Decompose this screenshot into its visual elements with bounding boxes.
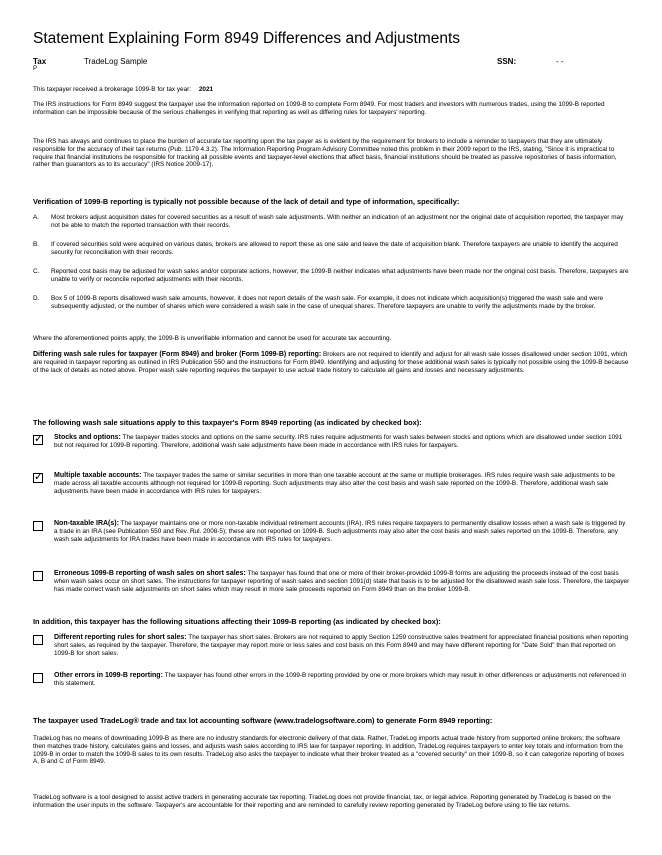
wash-item-stocks-options	[54, 434, 630, 450]
wash-item-text: The taxpayer maintains one or more non-taxable individual retirement accounts (IRA). IRS rules require taxpayers to permanently disallow losses when a wash sale is triggered by a trade in an IRA (see Publication 550 and Rev. Rul. 2008-5); these are not reported on 1099-B. Such adjustments may also alter the cost basis and wash sales reported on the 1099-B. Therefore, any wash sale adjustments for IRA trades have been made in accordance with IRS rules for taxpayers.	[54, 520, 626, 543]
page-title: Statement Explaining Form 8949 Differences and Adjustments	[33, 30, 461, 47]
verification-item-c	[33, 268, 629, 284]
tax-label: Tax	[33, 57, 47, 66]
verification-closing-text: Where the aforementioned points apply, the 1099-B is unverifiable information and cannot be used for accurate tax accounting.	[33, 335, 392, 342]
item-text: Reported cost basis may be adjusted for wash sales and/or corporate actions, however, the 1099-B neither indicates what adjustments have been made nor the original cost basis. Therefore, taxpayers are unable to verify or reconcile reported adjustments with their records.	[51, 268, 629, 283]
differing-rules-lead: Differing wash sale rules for taxpayer (Form 8949) and broker (Form 1099-B) reporting:	[33, 351, 322, 358]
intro-paragraph-2	[33, 138, 629, 169]
verification-heading	[33, 197, 629, 206]
taxpayer-name: TradeLog Sample	[84, 57, 148, 66]
ssn-label: SSN:	[497, 57, 517, 66]
item-letter: B.	[33, 241, 40, 248]
item-text: Most brokers adjust acquisition dates for covered securities as a result of wash sale adjustments. With neither an indication of an adjustment nor the original date of acquisition reported, the taxpayer may not be able to match the reported transaction with their records.	[51, 214, 624, 229]
wash-section-heading-text: The following wash sale situations apply to this taxpayer's Form 8949 reporting (as indicated by checked box):	[33, 418, 422, 427]
wash-item-text: The taxpayer trades stocks and options on the same security. IRS rules require adjustments for wash sales between stocks and options which are disallowed under section 1091 but not required for 1099-B reporting. Therefore, additional wash sale adjustments have been made in accordance with IRS rules for taxpayers.	[54, 434, 623, 449]
wash-item-text: The taxpayer trades the same or similar securities in more than one taxable account at the same or multiple brokerages. IRS rules require wash sale adjustments to be made across all taxable accounts although not required for 1099-B reporting. Such adjustments may also alter the cost basis and wash sale reported on the 1099-B. Therefore, additional wash sale adjustments have been made in accordance with IRS rules for taxpayers.	[54, 472, 615, 495]
tax-year-label: This taxpayer received a brokerage 1099-B for tax year:	[33, 86, 192, 93]
tax-sub-label: P	[33, 66, 38, 72]
tax-year-value: 2021	[198, 86, 214, 93]
verification-item-a	[33, 214, 629, 230]
ssn-value: - -	[556, 57, 564, 66]
checkbox-stocks-options[interactable]	[33, 435, 43, 445]
item-text: If covered securities sold were acquired on various dates, brokers are allowed to report these as one sale and leave the date of acquisition blank. Therefore taxpayers are unable to identify the acquired security for reconciliation with their records.	[51, 241, 618, 256]
intro-text-2: The IRS has always and continues to place the burden of accurate tax reporting upon the tax payer as is evident by the requirement for brokers to include a reminder to taxpayers that they are ultimately responsible for the accuracy of their tax returns (Pub. 1179 4.3.2). The Information Reporting Program Advisory Committee noted this problem in their 2009 report to the IRS, stating, "Since it is impractical to require that financial institutions be responsible for tracking all possible events and taxpayer-level elections that affect basis, financial institutions should be treated as passive repositories of basis information, rather than guarantors as to its accuracy" (IRS Notice 2009-17).	[33, 138, 617, 169]
wash-item-lead: Erroneous 1099-B reporting of wash sales on short sales:	[54, 570, 246, 577]
additional-item-lead: Other errors in 1099-B reporting:	[54, 672, 163, 679]
checkbox-short-sale-rules[interactable]	[33, 635, 43, 645]
item-letter: C.	[33, 268, 40, 275]
additional-item-short-sale-rules	[54, 634, 630, 657]
wash-item-lead: Non-taxable IRA(s):	[54, 520, 119, 527]
additional-item-other-errors	[54, 672, 630, 688]
tradelog-heading-text: The taxpayer used TradeLog® trade and tax lot accounting software (www.tradelogsoftware.com) to generate Form 8949 reporting:	[33, 716, 493, 725]
intro-paragraph-1	[33, 101, 629, 117]
wash-item-text: The taxpayer has found that one or more of their broker-provided 1099-B forms are adjusting the proceeds instead of the cost basis when wash sales occur on short sales. The instructions for taxpayer reporting of wash sales and section 1091(d) state that basis is to be adjusted for the disallowed wash sale loss. Therefore, the taxpayer has made correct wash sale adjustments on short sales which may result in more sale proceeds reported on Form 8949 than on the broker 1099-B.	[54, 570, 630, 593]
tradelog-text-2: TradeLog software is a tool designed to assist active traders in generating accurate tax reporting. TradeLog does not provide financial, tax, or legal advice. Reporting generated by TradeLog is based on the information the user inputs in the software. Taxpayer's are accountable for their reporting and are reminded to carefully review reporting generated by TradeLog before using to file tax returns.	[33, 794, 612, 809]
tradelog-heading	[33, 716, 629, 725]
wash-section-heading	[33, 418, 629, 427]
wash-item-non-taxable-ira	[54, 520, 630, 543]
item-letter: A.	[33, 214, 40, 221]
wash-item-multiple-accounts	[54, 472, 630, 495]
differing-rules-text: Brokers are not required to identify and adjust for all wash sale losses disallowed under section 1091, which are required in taxpayer reporting as outlined in IRS Publication 550 and the instructions for Form 8949. Identifying and adjusting for these additional wash sales is typically not possible using the 1099-B because of the lack of details as noted above. Proper wash sale reporting requires the taxpayer to use actual trade history to calculate all gains and losses and necessary adjustments.	[33, 351, 629, 374]
tradelog-paragraph-2	[33, 794, 629, 810]
checkbox-other-errors[interactable]	[33, 673, 43, 683]
intro-text-1: The IRS instructions for Form 8949 suggest the taxpayer use the information reported on 1099-B to complete Form 8949. For most traders and investors with numerous trades, using the 1099-B reported information can be impossible because of the serious challenges in verifying that reporting as well as differing rules for taxpayers' reporting.	[33, 101, 605, 116]
checkbox-multiple-accounts[interactable]	[33, 473, 43, 483]
additional-item-text: The taxpayer has short sales. Brokers are not required to apply Section 1259 constructive sales treatment for appreciated financial positions when reporting short sales, as required by the taxpayer. Therefore, the taxpayer may report more or less sales and cost basis on this Form 8949 and may have different reporting for "Date Sold" than that reported on 1099-B for short sales.	[54, 634, 629, 657]
verification-closing	[33, 335, 629, 343]
differing-rules-paragraph	[33, 351, 629, 374]
tradelog-paragraph-1	[33, 735, 629, 766]
wash-item-lead: Multiple taxable accounts:	[54, 472, 142, 479]
check-mark-icon: ✓	[34, 433, 44, 445]
verification-heading-text: Verification of 1099-B reporting is typically not possible because of the lack of detail and type of information, specifically:	[33, 197, 460, 206]
verification-item-d	[33, 295, 629, 311]
tax-year-line	[33, 86, 629, 94]
wash-item-erroneous-short-sales	[54, 570, 630, 593]
item-letter: D.	[33, 295, 40, 302]
additional-item-text: The taxpayer has found other errors in the 1099-B reporting provided by one or more brokers which may result in other differences or adjustments not referenced in this statement.	[54, 672, 627, 687]
check-mark-icon: ✓	[34, 471, 44, 483]
wash-item-lead: Stocks and options:	[54, 434, 121, 441]
checkbox-non-taxable-ira[interactable]	[33, 521, 43, 531]
additional-item-lead: Different reporting rules for short sales:	[54, 634, 187, 641]
additional-heading-text: In addition, this taxpayer has the following situations affecting their 1099-B reporting (as indicated by checked box):	[33, 617, 441, 626]
verification-item-b	[33, 241, 629, 257]
checkbox-erroneous-short-sales[interactable]	[33, 571, 43, 581]
additional-heading	[33, 617, 629, 626]
tradelog-text-1: TradeLog has no means of downloading 1099-B as there are no industry standards for electronic delivery of that data. Rather, TradeLog imports actual trade history from supported online brokers; the software then matches trade history, calculates gains and losses, and adjusts wash sales according to IRS law for taxpayer reporting. In addition, TradeLog requires taxpayers to enter key totals and information from the 1099-B in order to match the 1099-B sales to its own results. TradeLog also asks the taxpayer to indicate what their broker treated as a "covered security" on their 1099-B, so it can categorize reporting of boxes A, B and C of Form 8949.	[33, 735, 625, 766]
item-text: Box 5 of 1099-B reports disallowed wash sale amounts, however, it does not report details of the wash sale. For example, it does not indicate which acquisition(s) triggered the wash sale and were subsequently adjusted, or the number of shares which were considered a wash sale in the case of unequal shares. Therefore taxpayers are unable to verify the adjustments made by the broker.	[51, 295, 604, 310]
